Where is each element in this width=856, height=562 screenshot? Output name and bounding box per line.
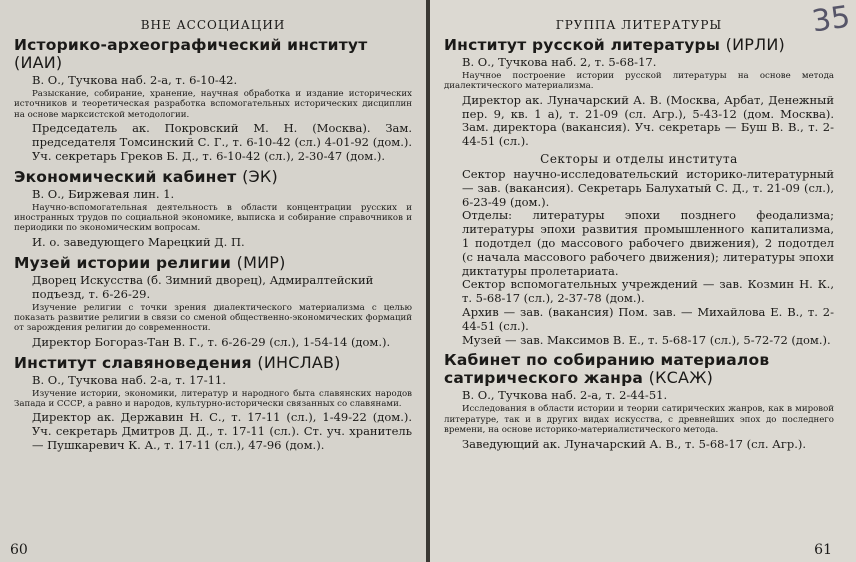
entry-irli [444,36,834,149]
org-title [14,36,412,72]
sections-subheader: Секторы и отделы института [540,152,738,166]
section-item: Отделы: литературы эпохи позднего феодализма; литературы эпохи развития промышленного капитализма, 1 подотдел (до массового рабочего движения), 2 подотдел (с начала массового рабочего движения); литературы эпохи диктатуры пролетариата. [462,208,834,278]
section-item: Сектор научно-исследовательский историко-литературный — зав. (вакансия). Секретарь Балухатый С. Д., т. 21-09 (сл.), 6-23-49 (дом.). [462,167,834,209]
org-title [444,36,834,54]
org-abbr: (ЭК) [242,166,278,186]
org-name: Институт русской литературы [444,36,721,54]
org-name: Музей истории религии [14,253,232,272]
org-staff: И. о. заведующего Марецкий Д. П. [32,234,245,249]
entry-ksazh [444,351,834,451]
page-number-right: 61 [814,542,832,558]
section-item: Сектор вспомогательных учреждений — зав. Козмин Н. К., т. 5-68-17 (сл.), 2-37-78 (дом.). [462,277,834,306]
entry-iai [14,36,412,164]
org-abbr: (ИРЛИ) [725,35,785,54]
org-abbr: (ИАИ) [14,53,63,72]
org-address: Дворец Искусства (б. Зимний дворец), Адмиралтейский подъезд, т. 6-26-29. [32,272,374,301]
right-page [430,0,856,562]
entry-mir [14,254,412,350]
org-title [444,351,834,387]
org-address: В. О., Тучкова наб. 2-а, т. 2-44-51. [462,388,668,403]
left-page-header: ВНЕ АССОЦИАЦИИ [140,18,286,32]
org-abbr: (ИНСЛАВ) [257,352,341,372]
org-description: Научное построение истории русской литературы на основе метода диалектического материализма. [444,71,834,92]
org-description: Изучение религии с точки зрения диалектического материализма с целью показать развитие религии в связи со сменой общественно-экономических формаций от зарождения религии до современности. [14,302,412,334]
org-name: Кабинет по собиранию материалов сатирического жанра [444,351,770,388]
org-abbr: (МИР) [236,252,286,272]
org-address: В. О., Тучкова наб. 2-а, т. 6-10-42. [32,73,238,87]
org-address: В. О., Тучкова наб. 2, т. 5-68-17. [462,55,657,69]
org-staff: Директор Богораз-Тан В. Г., т. 6-26-29 (сл.), 1-54-14 (дом.). [32,334,391,349]
org-staff: Директор ак. Державин Н. С., т. 17-11 (сл.), 1-49-22 (дом.). Уч. секретарь Дмитров Д. Д., т. 17-11 (сл.). Ст. уч. хранитель — Пушкаревич К. А., т. 17-11 (сл.), 47-96 (дом.). [32,410,412,453]
org-description: Исследования в области истории и теории сатирических жанров, как в мировой литературе, так и в других видах искусства, с древнейших эпох до последнего времени, на основе историко-материалистического метода. [444,404,834,436]
org-name: Экономический кабинет [14,167,237,186]
org-name: Институт славяноведения [14,353,252,372]
org-staff: Директор ак. Луначарский А. В. (Москва, Арбат, Денежный пер. 9, кв. 1 а), т. 21-09 (сл. Агр.), 5-43-12 (дом. Москва). Зам. директора (вакансия). Уч. секретарь — Буш В. В., т. 2-44-51 (сл.). [462,92,834,149]
handwritten-page-mark: 35 [809,0,853,40]
section-item: Музей — зав. Максимов В. Е., т. 5-68-17 (сл.), 5-72-72 (дом.). [462,332,831,347]
org-description: Научно-вспомогательная деятельность в области концентрации русских и иностранных трудов по социальной экономике, выписка и собирание справочников и периодики по экономическим вопросам. [14,202,412,234]
right-page-header: ГРУППА ЛИТЕРАТУРЫ [555,18,723,32]
org-address: В. О., Биржевая лин. 1. [32,186,175,201]
page-number-left: 60 [10,542,28,558]
org-staff: Председатель ак. Покровский М. Н. (Москва). Зам. председателя Томсинский С. Г., т. 6-10-42 (сл.) 4-01-92 (дом.). Уч. секретарь Греков Б. Д., т. 6-10-42 (сл.), 2-30-47 (дом.). [32,121,412,163]
entry-inslav [14,354,412,453]
section-item: Архив — зав. (вакансия) Пом. зав. — Михайлова Е. В., т. 2-44-51 (сл.). [462,304,834,333]
org-abbr: (КСАЖ) [648,368,714,388]
entry-ek [14,168,412,250]
org-title [14,168,412,186]
org-description: Изучение истории, экономики, литератур и народного быта славянских народов Запада и СССР, а равно и народов, культурно-исторически связанных со славянами. [14,388,412,410]
org-title [14,354,412,372]
left-page [0,0,426,562]
org-staff: Заведующий ак. Луначарский А. В., т. 5-68-17 (сл. Агр.). [462,436,807,451]
org-title [14,254,412,272]
org-name: Историко-археографический институт [14,36,368,54]
org-description: Разыскание, собирание, хранение, научная обработка и издание исторических источников и теоретическая разработка вспомогательных исторических дисциплин на основе марксистской методологии. [14,89,412,120]
org-address: В. О., Тучкова наб. 2-а, т. 17-11. [32,372,226,387]
